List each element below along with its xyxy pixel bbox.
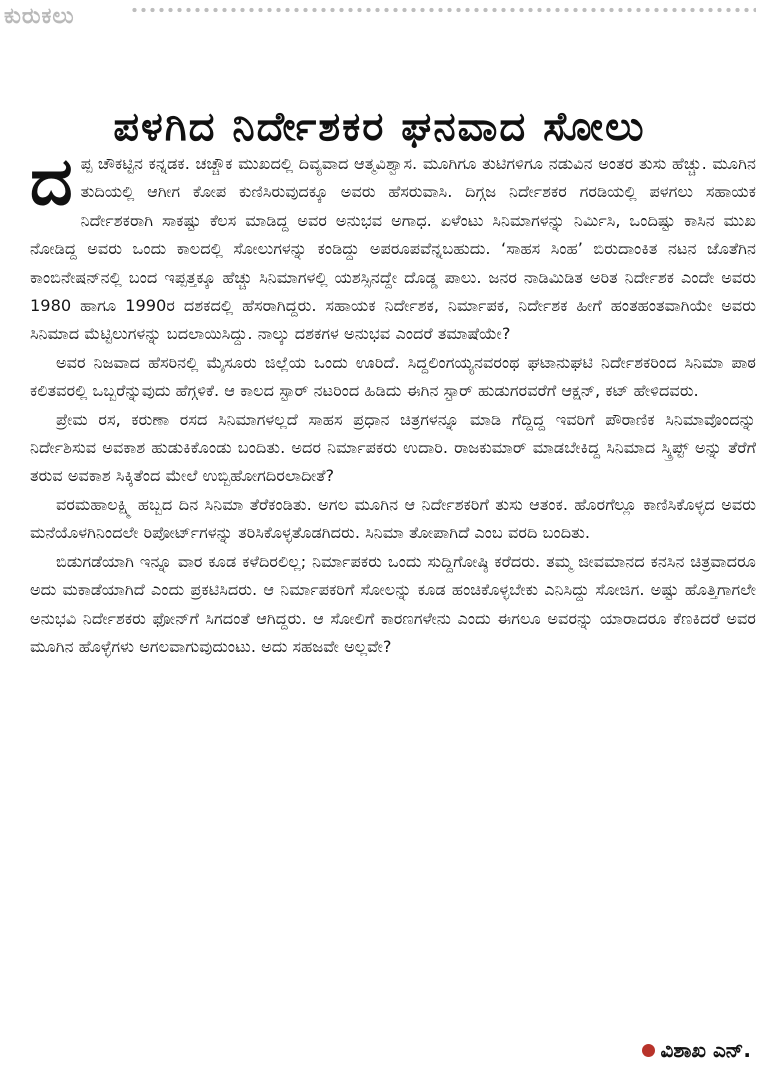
paragraph-5: ಬಿಡುಗಡೆಯಾಗಿ ಇನ್ನೂ ವಾರ ಕೂಡ ಕಳೆದಿರಲಿಲ್ಲ; ನಿರ್ಮಾಪಕರು ಒಂದು ಸುದ್ದಿಗೋಷ್ಠಿ ಕರೆದರು. ತಮ್ಮ ಜೀವಮಾನದ ಕನಸಿನ ಚಿತ್ರವಾದರೂ ಅದು ಮಕಾಡೆಯಾಗಿದೆ ಎಂದು ಪ್ರಕಟಿಸಿದರು. ಆ ನಿರ್ಮಾಪಕರಿಗೆ ಸೋಲನ್ನು ಕೂಡ ಹಂಚಿಕೊಳ್ಳಬೇಕು ಎನಿಸಿದ್ದು ಸೋಜಿಗ. ಅಷ್ಟು ಹೊತ್ತಿಗಾಗಲೇ ಅನುಭವಿ ನಿರ್ದೇಶಕರು ಫೋನ್‌ಗೆ ಸಿಗದಂತೆ ಆಗಿದ್ದರು. ಆ ಸೋಲಿಗೆ ಕಾರಣಗಳೇನು ಎಂದು ಈಗಲೂ ಅವರನ್ನು ಯಾರಾದರೂ ಕೆಣಕಿದರೆ ಅವರ ಮೂಗಿನ ಹೊಳ್ಳೆಗಳು ಅಗಲವಾಗುವುದುಂಟು. ಅದು ಸಹಜವೇ ಅಲ್ಲವೇ? <box>30 551 756 656</box>
author-name: ವಿಶಾಖ ಎನ್. <box>660 1038 751 1062</box>
paragraph-1 <box>30 142 756 349</box>
drop-cap: ದ <box>30 142 73 220</box>
paragraph-4: ವರಮಹಾಲಕ್ಷ್ಮಿ ಹಬ್ಬದ ದಿನ ಸಿನಿಮಾ ತೆರೆಕಂಡಿತು. ಅಗಲ ಮೂಗಿನ ಆ ನಿರ್ದೇಶಕರಿಗೆ ತುಸು ಆತಂಕ. ಹೊರಗೆಲ್ಲೂ ಕಾಣಿಸಿಕೊಳ್ಳದ ಅವರು ಮನೆಯೊಳಗಿನಿಂದಲೇ ರಿಪೋರ್ಟ್‌ಗಳನ್ನು ತರಿಸಿಕೊಳ್ಳತೊಡಗಿದರು. ಸಿನಿಮಾ ತೋಪಾಗಿದೆ ಎಂಬ ವರದಿ ಬಂದಿತು. <box>30 494 756 543</box>
article-body <box>30 142 756 661</box>
paragraph-3: ಪ್ರೇಮ ರಸ, ಕರುಣಾ ರಸದ ಸಿನಿಮಾಗಳಲ್ಲದೆ ಸಾಹಸ ಪ್ರಧಾನ ಚಿತ್ರಗಳನ್ನೂ ಮಾಡಿ ಗೆದ್ದಿದ್ದ ಇವರಿಗೆ ಪೌರಾಣಿಕ ಸಿನಿಮಾವೊಂದನ್ನು ನಿರ್ದೇಶಿಸುವ ಅವಕಾಶ ಹುಡುಕಿಕೊಂಡು ಬಂದಿತು. ಅದರ ನಿರ್ಮಾಪಕರು ಉದಾರಿ. ರಾಜಕುಮಾರ್ ಮಾಡಬೇಕಿದ್ದ ಸಿನಿಮಾದ ಸ್ಕ್ರಿಪ್ಟ್ ಅನ್ನು ತೆರೆಗೆ ತರುವ ಅವಕಾಶ ಸಿಕ್ಕಿತೆಂದ ಮೇಲೆ ಉಬ್ಬಿಹೋಗದಿರಲಾದೀತೆ? <box>30 409 756 486</box>
section-header <box>0 0 759 42</box>
dotted-divider <box>130 6 756 14</box>
paragraph-2: ಅವರ ನಿಜವಾದ ಹೆಸರಿನಲ್ಲಿ ಮೈಸೂರು ಜಿಲ್ಲೆಯ ಒಂದು ಊರಿದೆ. ಸಿದ್ದಲಿಂಗಯ್ಯನವರಂಥ ಘಟಾನುಘಟಿ ನಿರ್ದೇಶಕರಿಂದ ಸಿನಿಮಾ ಪಾಠ ಕಲಿತವರಲ್ಲಿ ಒಬ್ಬರೆನ್ನುವುದು ಹೆಗ್ಗಳಿಕೆ. ಆ ಕಾಲದ ಸ್ಟಾರ್ ನಟರಿಂದ ಹಿಡಿದು ಈಗಿನ ಸ್ಟಾರ್ ಹುಡುಗರವರೆಗೆ ಆಕ್ಷನ್, ಕಟ್ ಹೇಳಿದವರು. <box>30 352 756 401</box>
paragraph-text: ಪ್ಪ ಚೌಕಟ್ಟಿನ ಕನ್ನಡಕ. ಚಚ್ಚೌಕ ಮುಖದಲ್ಲಿ ದಿವ್ಯವಾದ ಆತ್ಮವಿಶ್ವಾಸ. ಮೂಗಿಗೂ ತುಟಿಗಳಿಗೂ ನಡುವಿನ ಅಂತರ ತುಸು ಹೆಚ್ಚು. ಮೂಗಿನ ತುದಿಯಲ್ಲಿ ಆಗೀಗ ಕೋಪ ಕುಣಿಸಿರುವುದಕ್ಕೂ ಅವರು ಹೆಸರುವಾಸಿ. ದಿಗ್ಗಜ ನಿರ್ದೇಶಕರ ಗರಡಿಯಲ್ಲಿ ಪಳಗಲು ಸಹಾಯಕ ನಿರ್ದೇಶಕರಾಗಿ ಸಾಕಷ್ಟು ಕೆಲಸ ಮಾಡಿದ್ದ ಅವರ ಅನುಭವ ಅಗಾಧ. ಏಳೆಂಟು ಸಿನಿಮಾಗಳನ್ನು ನಿರ್ಮಿಸಿ, ಒಂದಿಷ್ಟು ಕಾಸಿನ ಮುಖ ನೋಡಿದ್ದ ಅವರು ಒಂದು ಕಾಲದಲ್ಲಿ ಸೋಲುಗಳನ್ನು ಕಂಡಿದ್ದು ಅಪರೂಪವೆನ್ನಬಹುದು. ‘ಸಾಹಸ ಸಿಂಹ’ ಬಿರುದಾಂಕಿತ ನಟನ ಜೊತೆಗಿನ ಕಾಂಬಿನೇಷನ್‌ನಲ್ಲಿ ಬಂದ ಇಪ್ಪತ್ತಕ್ಕೂ ಹೆಚ್ಚು ಸಿನಿಮಾಗಳಲ್ಲಿ ಯಶಸ್ಸಿನದ್ದೇ ದೊಡ್ಡ ಪಾಲು. ಜನರ ನಾಡಿಮಿಡಿತ ಅರಿತ ನಿರ್ದೇಶಕ ಎಂದೇ ಅವರು 1980 ಹಾಗೂ 1990ರ ದಶಕದಲ್ಲಿ ಹೆಸರಾಗಿದ್ದರು. ಸಹಾಯಕ ನಿರ್ದೇಶಕ, ನಿರ್ಮಾಪಕ, ನಿರ್ದೇಶಕ ಹೀಗೆ ಹಂತಹಂತವಾಗಿಯೇ ಅವರು ಸಿನಿಮಾದ ಮೆಟ್ಟಿಲುಗಳನ್ನು ಬದಲಾಯಿಸಿದ್ದು. ನಾಲ್ಕು ದಶಕಗಳ ಅನುಭವ ಎಂದರೆ ತಮಾಷೆಯೇ? <box>30 154 756 344</box>
article-headline: ಪಳಗಿದ ನಿರ್ದೇಶಕರ ಘನವಾದ ಸೋಲು <box>113 103 646 150</box>
bullet-icon <box>642 1044 655 1057</box>
section-label: ಕುರುಕಲು <box>4 4 75 29</box>
byline <box>642 1034 751 1066</box>
